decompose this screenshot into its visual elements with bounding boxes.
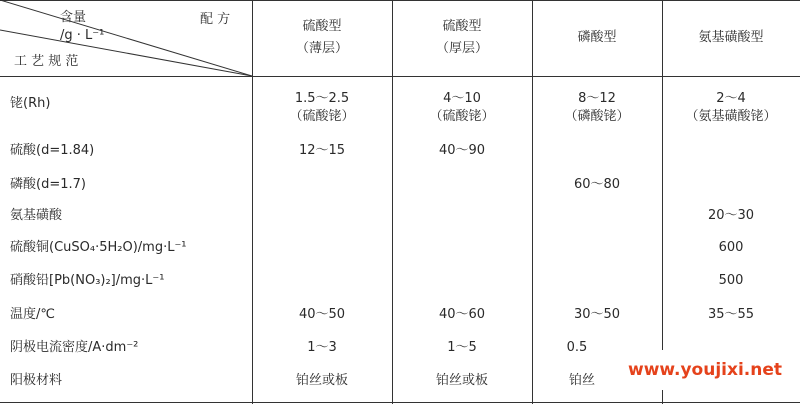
row-label-sulfamic-acid: 氨基磺酸 [10,208,63,223]
column-header-sulfate-thin [252,0,392,76]
column-header-sub: （薄层） [295,41,348,56]
table-cell: 35～55 [707,307,755,322]
row-label-anode-material: 阳极材料 [10,373,63,388]
column-header-name: 磷酸型 [577,30,617,45]
table-cell: 30～50 [573,307,621,322]
column-header-phosphate [532,0,662,76]
row-label-copper-sulfate: 硫酸铜(CuSO₄·5H₂O)/mg·L⁻¹ [10,240,187,255]
row-label-temperature: 温度/℃ [10,307,55,322]
table-cell: 500 [718,273,744,288]
table-cell: 20～30 [707,208,755,223]
row-label-lead-nitrate: 硝酸铅[Pb(NO₃)₂]/mg·L⁻¹ [10,273,165,288]
table-cell: 1.5～2.5 （硫酸铑） [289,91,355,124]
column-header-sulfamate [662,0,800,76]
table-cell: 40～90 [438,143,486,158]
table-cell: 铂丝或板 [435,373,488,388]
table-cell: 1～5 [447,340,477,355]
column-header-sulfate-thick [392,0,532,76]
row-label-sulfuric-acid: 硫酸(d=1.84) [10,143,95,158]
header-bottom-border [0,76,800,77]
header-content-label: 含量 [60,10,87,25]
table-cell: 40～60 [438,307,486,322]
table-cell: 60～80 [573,177,621,192]
header-formula-label: 配 方 [200,12,231,27]
header-unit-label: /g · L⁻¹ [60,28,105,43]
table-cell: 2～4 （氨基磺酸铑） [685,91,777,124]
column-header-name: 氨基磺酸型 [698,30,764,45]
table-cell: 12～15 [298,143,346,158]
table-cell: 1～3 [307,340,337,355]
table-cell: 40～50 [298,307,346,322]
column-header-name: 硫酸型 [302,19,342,34]
column-header-sub: （厚层） [435,41,488,56]
table-cell: 4～10 （硫酸铑） [429,91,495,124]
row-label-current-density: 阴极电流密度/A·dm⁻² [10,340,139,355]
table-cell: 8～12 （磷酸铑） [564,91,630,124]
header-process-label: 工 艺 规 范 [14,54,79,69]
table-cell: 600 [718,240,744,255]
table-cell: 0.5 [566,340,588,355]
table-bottom-border [0,402,800,403]
table-cell: 铂丝 [568,373,595,388]
row-label-phosphoric-acid: 磷酸(d=1.7) [10,177,86,192]
site-watermark: www.youjixi.net [610,350,800,390]
table-cell: 铂丝或板 [295,373,348,388]
column-header-name: 硫酸型 [442,19,482,34]
row-label-rhodium: 铑(Rh) [10,96,51,111]
